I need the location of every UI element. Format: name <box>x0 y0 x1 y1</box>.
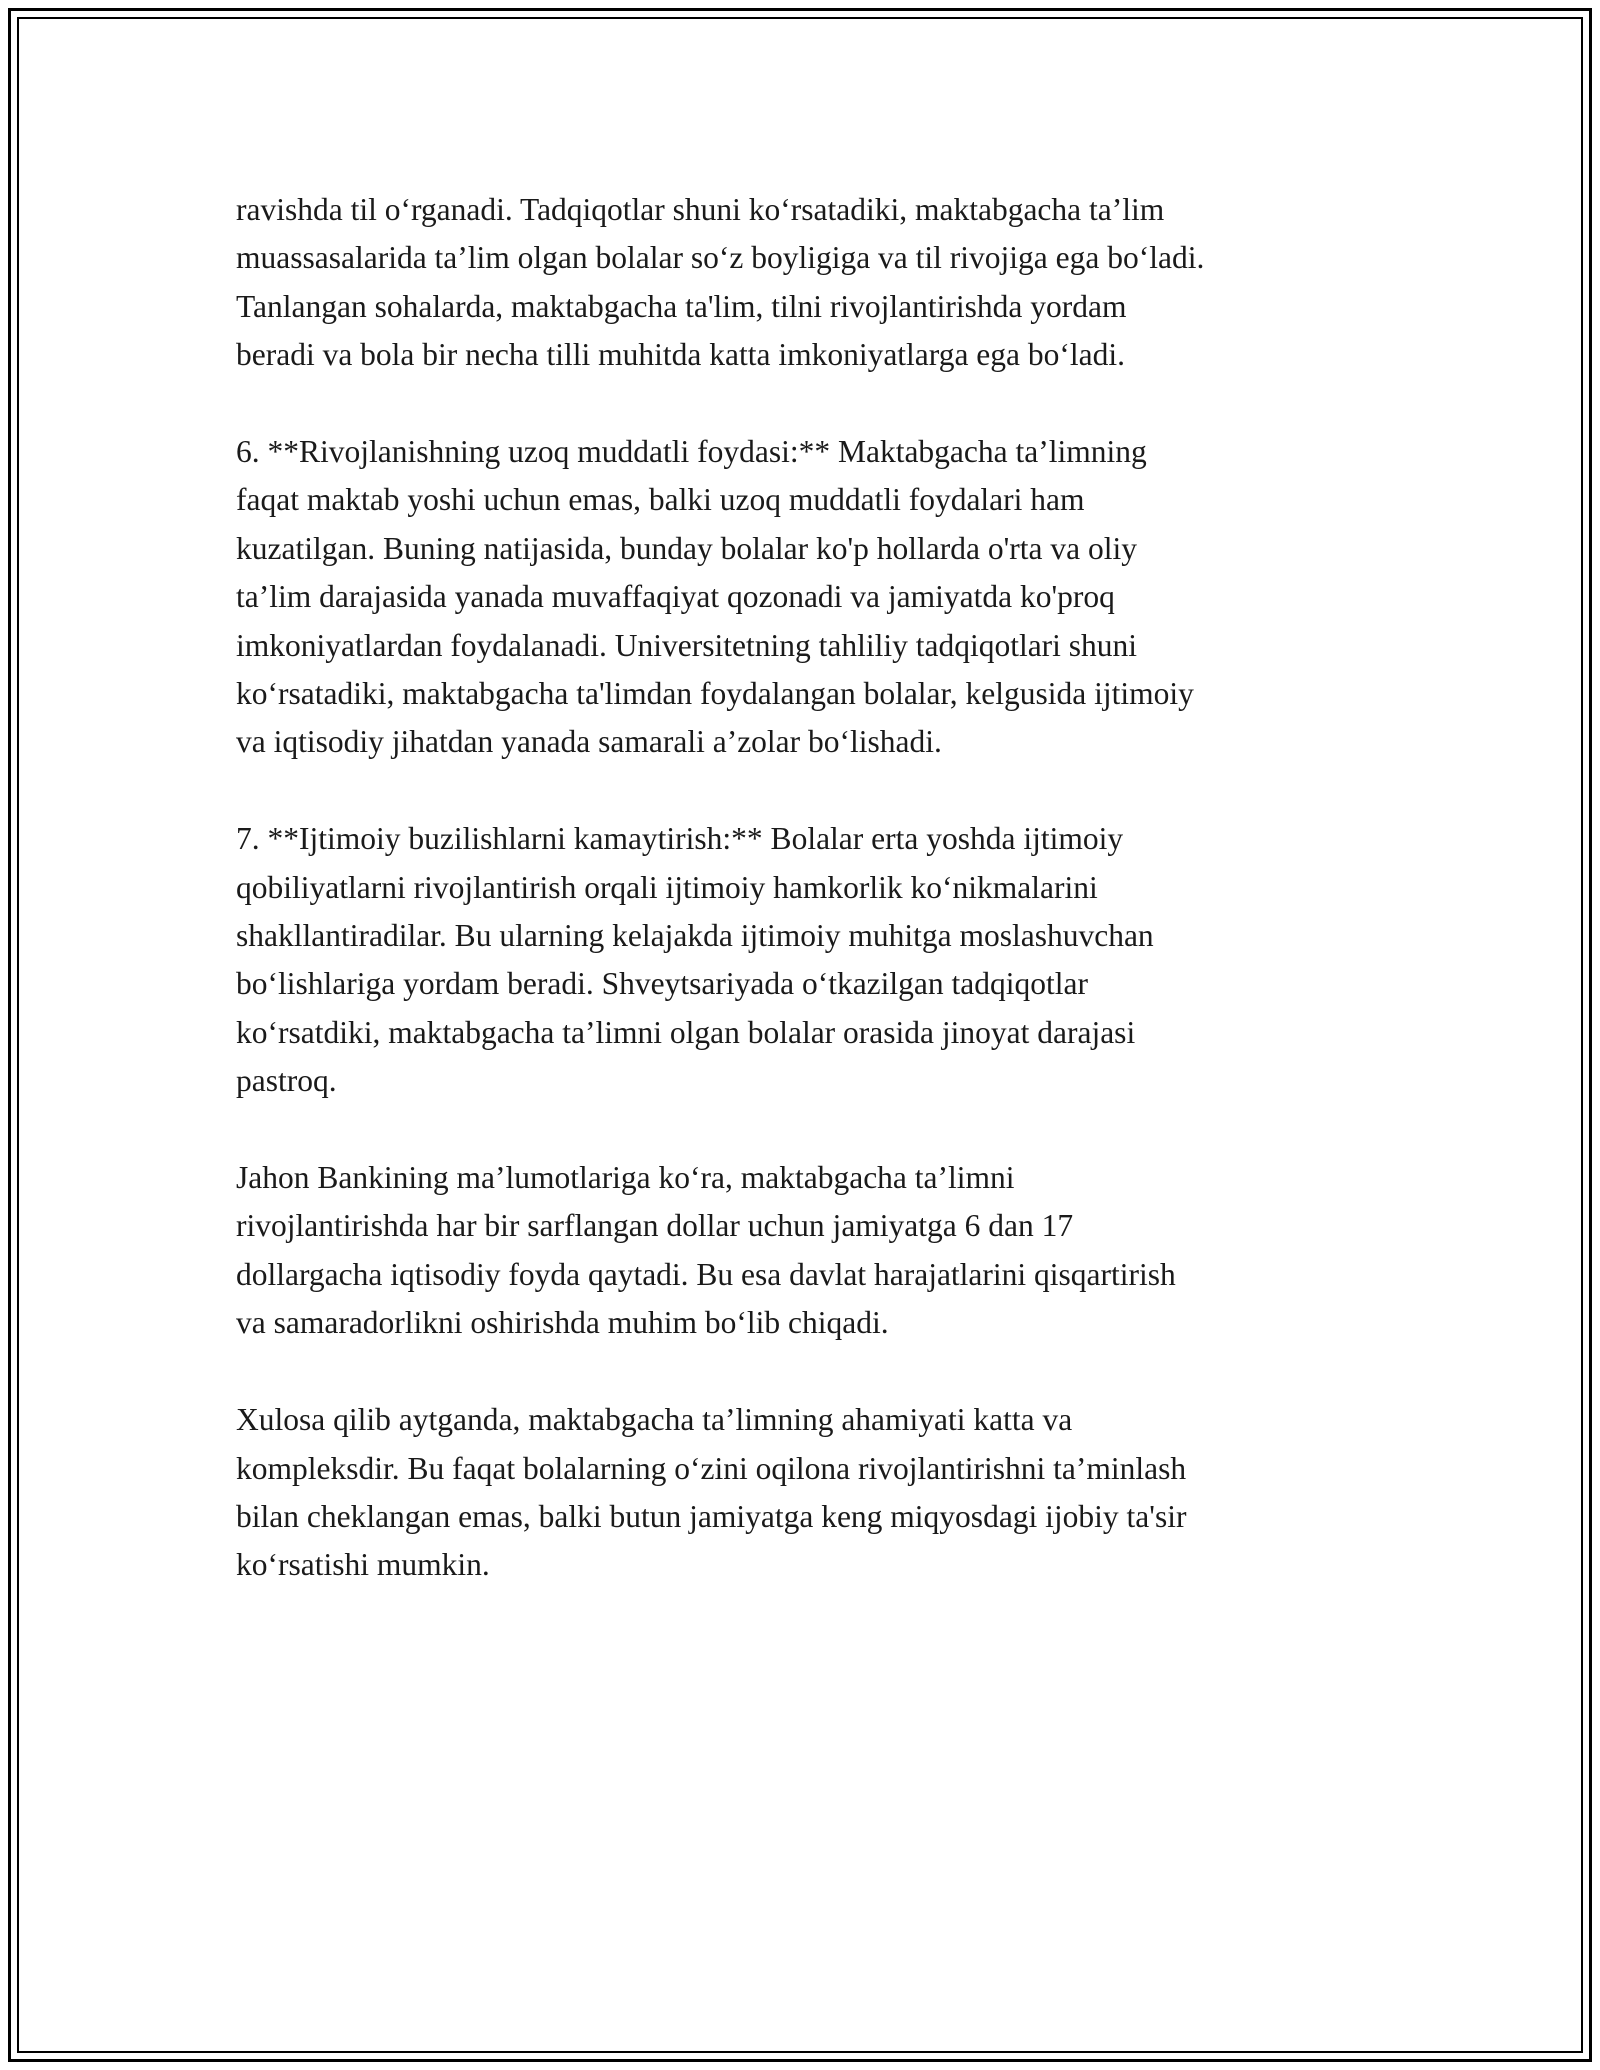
text-line: Jahon Bankining ma’lumotlariga ko‘ra, maktabgacha ta’limni <box>236 1160 1015 1196</box>
paragraph-social-disorders <box>236 815 1416 1105</box>
text-line: va samaradorlikni oshirishda muhim bo‘lib chiqadi. <box>236 1305 889 1341</box>
paragraph-world-bank <box>236 1154 1416 1348</box>
text-line: beradi va bola bir necha tilli muhitda katta imkoniyatlarga ega bo‘ladi. <box>236 337 1125 373</box>
text-line: faqat maktab yoshi uchun emas, balki uzoq muddatli foydalari ham <box>236 482 1085 518</box>
text-line: bilan cheklangan emas, balki butun jamiyatga keng miqyosdagi ijobiy ta'sir <box>236 1498 1187 1534</box>
text-line: shakllantiradilar. Bu ularning kelajakda ijtimoiy muhitga moslashuvchan <box>236 918 1154 954</box>
text-line: bo‘lishlariga yordam beradi. Shveytsariyada o‘tkazilgan tadqiqotlar <box>236 966 1088 1002</box>
text-line: qobiliyatlarni rivojlantirish orqali ijtimoiy hamkorlik ko‘nikmalarini <box>236 869 1098 905</box>
paragraph-conclusion <box>236 1396 1416 1590</box>
text-line: kompleksdir. Bu faqat bolalarning o‘zini oqilona rivojlantirishni ta’minlash <box>236 1450 1187 1486</box>
paragraph-long-term-benefits <box>236 428 1416 767</box>
text-line: ko‘rsatishi mumkin. <box>236 1547 490 1583</box>
text-line: ko‘rsatdiki, maktabgacha ta’limni olgan bolalar orasida jinoyat darajasi <box>236 1014 1136 1050</box>
text-line: 6. **Rivojlanishning uzoq muddatli foydasi:** Maktabgacha ta’limning <box>236 434 1147 470</box>
text-line: ko‘rsatadiki, maktabgacha ta'limdan foydalangan bolalar, kelgusida ijtimoiy <box>236 676 1194 712</box>
text-line: imkoniyatlardan foydalanadi. Universitetning tahliliy tadqiqotlari shuni <box>236 627 1138 663</box>
text-line: pastroq. <box>236 1063 337 1099</box>
text-line: ta’lim darajasida yanada muvaffaqiyat qozonadi va jamiyatda ko'proq <box>236 579 1115 615</box>
text-line: dollargacha iqtisodiy foyda qaytadi. Bu esa davlat harajatlarini qisqartirish <box>236 1256 1176 1292</box>
text-line: Xulosa qilib aytganda, maktabgacha ta’limning ahamiyati katta va <box>236 1402 1073 1438</box>
paragraph-language-development <box>236 186 1416 380</box>
text-line: ravishda til o‘rganadi. Tadqiqotlar shuni ko‘rsatadiki, maktabgacha ta’lim <box>236 192 1165 227</box>
document-body <box>236 186 1416 1638</box>
text-line: 7. **Ijtimoiy buzilishlarni kamaytirish:** Bolalar erta yoshda ijtimoiy <box>236 821 1124 857</box>
text-line: Tanlangan sohalarda, maktabgacha ta'lim, tilni rivojlantirishda yordam <box>236 288 1127 324</box>
text-line: kuzatilgan. Buning natijasida, bunday bolalar ko'p hollarda o'rta va oliy <box>236 530 1137 566</box>
text-line: va iqtisodiy jihatdan yanada samarali a’zolar bo‘lishadi. <box>236 724 942 760</box>
text-line: muassasalarida ta’lim olgan bolalar so‘z boyligiga va til rivojiga ega bo‘ladi. <box>236 240 1205 276</box>
text-line: rivojlantirishda har bir sarflangan dollar uchun jamiyatga 6 dan 17 <box>236 1208 1074 1244</box>
